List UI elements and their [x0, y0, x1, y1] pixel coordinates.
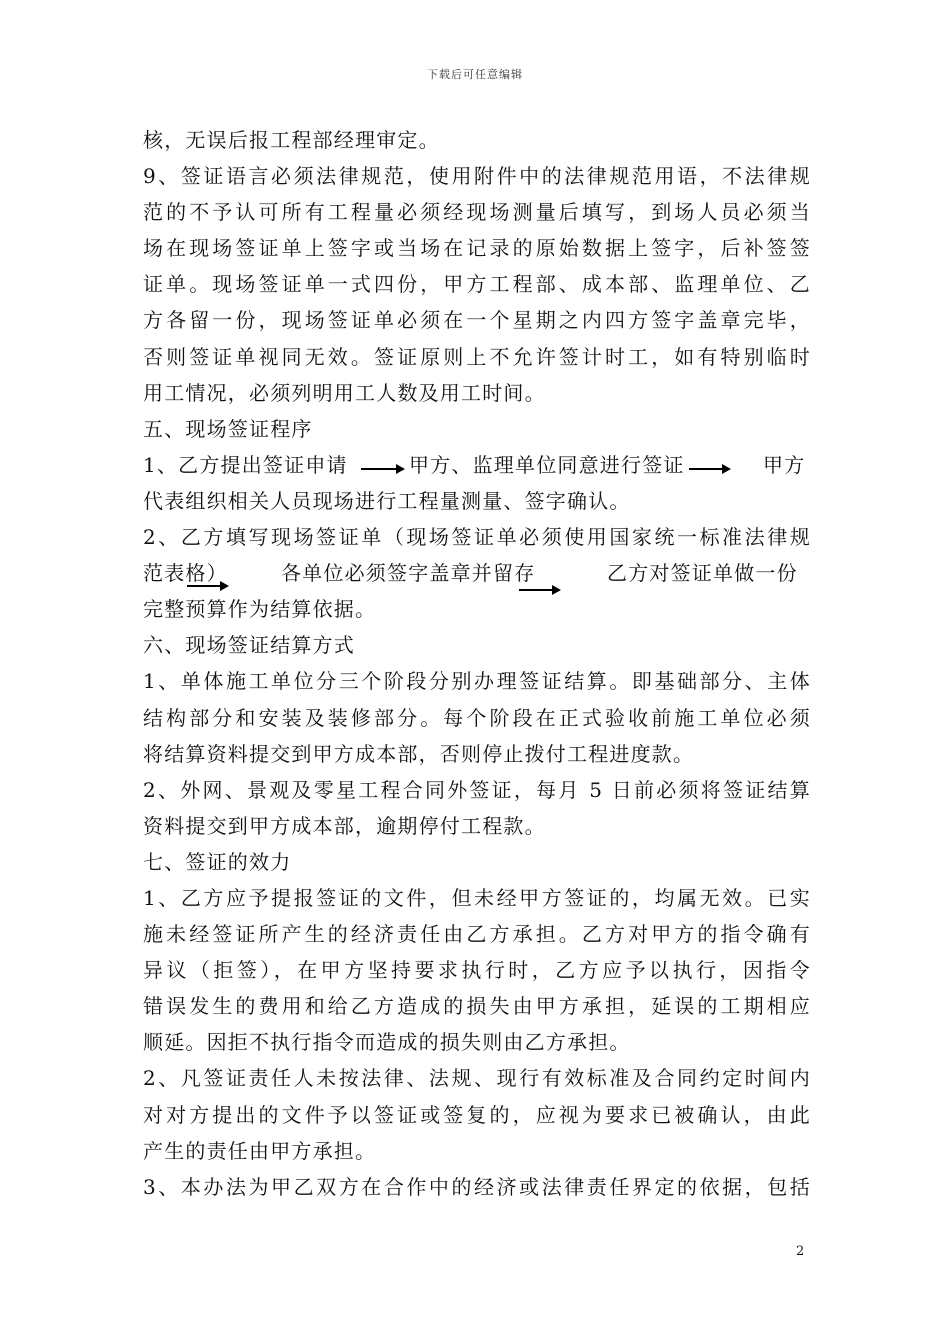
- text-line: 完整预算作为结算依据。: [143, 597, 377, 622]
- text-line: 核，无误后报工程部经理审定。: [143, 128, 440, 152]
- page-number: 2: [796, 1244, 805, 1259]
- flow-step: 乙方对签证单做一份: [607, 561, 798, 586]
- text-line: 9、签证语言必须法律规范，使用附件中的法律规范用语，不法律规: [143, 164, 811, 189]
- text-line: 否则签证单视同无效。签证原则上不允许签计时工，如有特别临时: [143, 344, 811, 369]
- text-line: 将结算资料提交到甲方成本部，否则停止拨付工程进度款。: [143, 741, 695, 766]
- text-line: 1、乙方应予提报签证的文件，但未经甲方签证的，均属无效。已实: [143, 885, 811, 910]
- document-body: [143, 122, 811, 1205]
- text-line: 范的不予认可所有工程量必须经现场测量后填写，到场人员必须当: [143, 200, 811, 225]
- arrow-right-icon: [187, 585, 227, 587]
- text-line: 错误发生的费用和给乙方造成的损失由甲方承担，延误的工期相应: [143, 994, 811, 1019]
- flow-step: 1、乙方提出签证申请: [143, 452, 348, 477]
- flow-line-2: [143, 555, 811, 591]
- flow-step: 各单位必须签字盖章并留存: [281, 561, 536, 586]
- text-line: 用工情况，必须列明用工人数及用工时间。: [143, 380, 546, 405]
- text-line: 对对方提出的文件予以签证或签复的，应视为要求已被确认，由此: [143, 1102, 811, 1127]
- text-line: 场在现场签证单上签字或当场在记录的原始数据上签字，后补签签: [143, 236, 811, 261]
- text-line: 方各留一份，现场签证单必须在一个星期之内四方签字盖章完毕，: [143, 308, 811, 333]
- page-header: 下载后可任意编辑: [427, 68, 523, 81]
- arrow-right-icon: [689, 468, 729, 470]
- text-line: 产生的责任由甲方承担。: [143, 1138, 377, 1163]
- section-heading: 六、现场签证结算方式: [143, 633, 355, 658]
- text-line: 顺延。因拒不执行指令而造成的损失则由乙方承担。: [143, 1030, 631, 1055]
- text-line: 资料提交到甲方成本部，逾期停付工程款。: [143, 813, 546, 838]
- text-line: 异议（拒签），在甲方坚持要求执行时，乙方应予以执行，因指令: [143, 958, 811, 983]
- text-line: 证单。现场签证单一式四份，甲方工程部、成本部、监理单位、乙: [143, 272, 811, 297]
- flow-step: 甲方、监理单位同意进行签证: [409, 452, 685, 477]
- flow-step: 甲方: [763, 452, 806, 477]
- text-line: 3、本办法为甲乙双方在合作中的经济或法律责任界定的依据，包括: [143, 1174, 811, 1199]
- flow-line-1: [143, 447, 811, 483]
- arrow-right-icon: [361, 468, 403, 470]
- text-line: 2、乙方填写现场签证单（现场签证单必须使用国家统一标准法律规: [143, 525, 811, 550]
- text-line: 结构部分和安装及装修部分。每个阶段在正式验收前施工单位必须: [143, 705, 811, 730]
- text-line: 2、凡签证责任人未按法律、法规、现行有效标准及合同约定时间内: [143, 1066, 811, 1091]
- text-line: 施未经签证所产生的经济责任由乙方承担。乙方对甲方的指令确有: [143, 922, 811, 947]
- flow-step: 范表格）: [143, 561, 228, 586]
- section-heading: 七、签证的效力: [143, 849, 292, 874]
- text-line: 1、单体施工单位分三个阶段分别办理签证结算。即基础部分、主体: [143, 669, 811, 694]
- section-heading: 五、现场签证程序: [143, 416, 313, 441]
- text-line: 代表组织相关人员现场进行工程量测量、签字确认。: [143, 488, 631, 513]
- text-line: 2、外网、景观及零星工程合同外签证，每月 5 日前必须将签证结算: [143, 777, 811, 802]
